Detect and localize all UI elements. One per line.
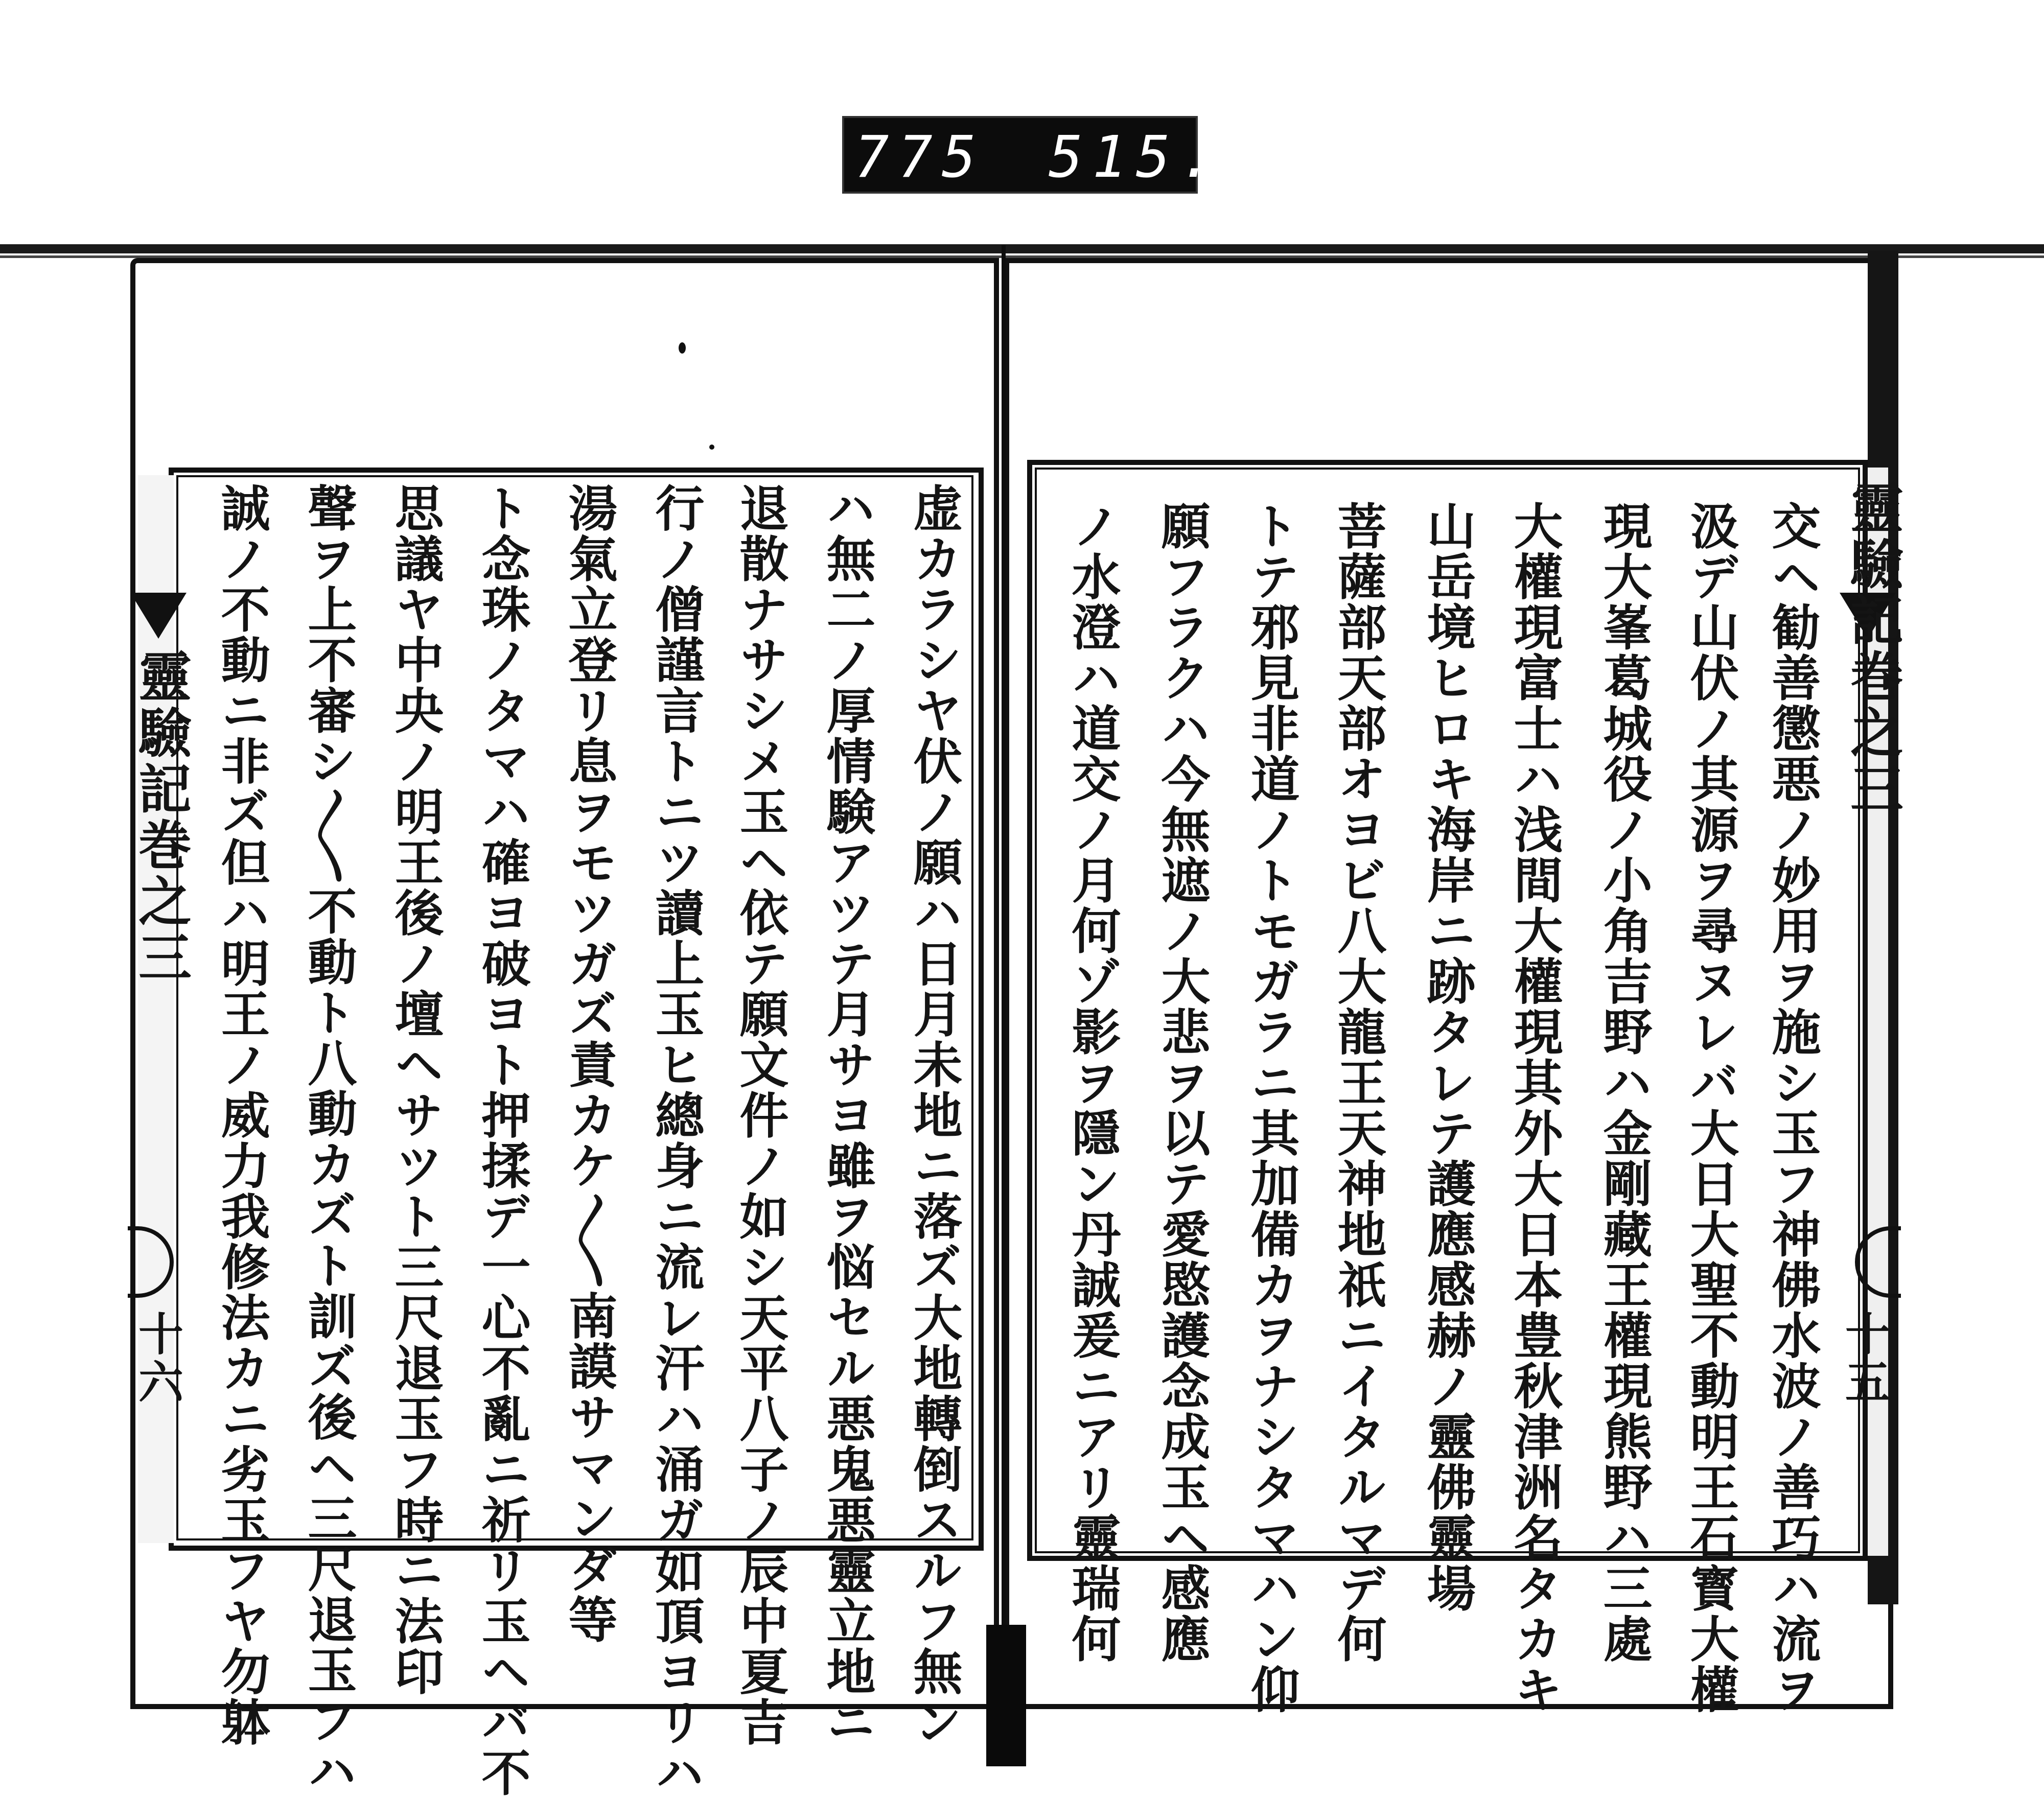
left-fishtail-mark: [130, 593, 187, 639]
right-column-3: 現大峯葛城役ノ小角吉野ハ金剛藏王權現熊野ハ三處: [1595, 501, 1653, 1664]
right-column-2: 汲デ山伏ノ其源ヲ尋ヌレバ大日大聖不動明王石寳大權: [1682, 501, 1740, 1715]
right-column-9: ノ水澄ハ道交ノ月何ゾ影ヲ隱ン丹誠爰ニアリ靈瑞何: [1064, 501, 1122, 1664]
left-column-5: 湯氣立登リ息ヲモツガズ責カケ〳〵南謨サマンダ等: [561, 483, 618, 1645]
left-column-2: ハ無二ノ厚情験アツテ月サヨ雖ヲ悩セル悪鬼悪靈立地ニ: [819, 483, 876, 1747]
catalog-number-left: 775: [854, 124, 986, 191]
ink-speck: [679, 342, 686, 354]
left-margin-title: 靈驗記巻之三: [129, 649, 192, 986]
right-column-7: トテ邪見非道ノトモガラニ其加備カヲナシタマハン仰: [1243, 501, 1300, 1715]
center-fold-line: [1002, 245, 1006, 1766]
right-folio-number: 十五: [1838, 1311, 1891, 1407]
right-column-1: 交ヘ勧善懲悪ノ妙用ヲ施シ玉フ神佛水波ノ善巧ハ流ヲ: [1764, 501, 1822, 1715]
binding-line: [0, 244, 2044, 253]
left-column-8: 聲ヲ上不審シ〳〵不動ト八動カズト訓ズ後ヘ三尺退玉フハ: [300, 483, 358, 1796]
left-column-6: ト念珠ノタマハ確ヨ破ヨト押揉デ一心不亂ニ祈リ玉ヘバ不: [474, 483, 531, 1798]
right-column-8: 願フラクハ今無遮ノ大悲ヲ以テ愛愍護念成玉ヘ感應: [1153, 501, 1211, 1664]
left-folio-number: 十六: [131, 1311, 184, 1407]
right-column-5: 山岳境ヒロキ海岸ニ跡タレテ護應感赫ノ靈佛靈場: [1419, 501, 1477, 1614]
center-binding-tab: [986, 1625, 1026, 1766]
left-column-1: 虚カラシヤ伏ノ願ハ日月未地ニ落ズ大地轉倒スルフ無ン: [905, 483, 963, 1747]
left-column-7: 思議ヤ中央ノ明王後ノ壇ヘサツト三尺退玉フ時ニ法印: [387, 483, 445, 1697]
catalog-label: [842, 116, 1223, 194]
left-column-9: 誠ノ不動ニ非ズ但ハ明王ノ威力我修法カニ劣玉フヤ勿躰: [213, 483, 271, 1747]
right-column-6: 菩薩部天部オヨビ八大龍王天神地祇ニイタルマデ何: [1330, 501, 1387, 1664]
right-margin-title: 靈驗記巻之三: [1841, 480, 1904, 818]
ink-speck: [709, 445, 714, 450]
left-column-4: 行ノ僧謹言トニツ讀上玉ヒ總身ニ流レ汗ハ涌ガ如頂ヨリハ: [647, 483, 705, 1798]
catalog-number-right: 515.: [1049, 124, 1223, 191]
right-column-4: 大權現富士ハ浅間大權現其外大日本豊秋津洲名タカキ: [1506, 501, 1564, 1715]
left-column-3: 退散ナサシメ玉ヘ依テ願文件ノ如シ天平八子ノ辰中夏吉: [732, 483, 789, 1747]
